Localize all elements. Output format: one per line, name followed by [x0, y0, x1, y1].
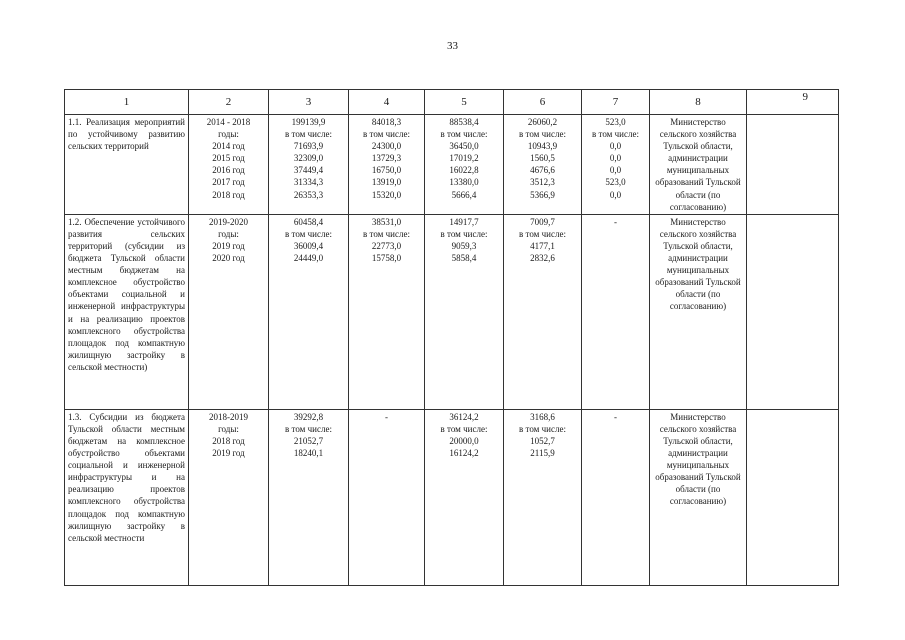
- cell-line: 39292,8: [293, 411, 324, 422]
- cell-line: 10943,9: [527, 141, 558, 152]
- page-number: 33: [447, 40, 458, 52]
- cell-line: годы:: [218, 423, 239, 434]
- cell-line: 1560,5: [530, 153, 555, 164]
- cell-line: в том числе:: [592, 129, 639, 140]
- column-header-9: 9: [747, 90, 839, 115]
- cell-line: 5858,4: [451, 253, 477, 264]
- column-header-3: 3: [269, 90, 349, 115]
- column-numbers-row: [65, 90, 839, 115]
- program-measures-table: [64, 89, 839, 586]
- amount-cell-col6: [504, 115, 582, 215]
- measure-description: 1.2. Обеспечение устойчивого развития сельских территорий (субсидии из бюджета Тульской области местным бюджетам на комплексное обустройство объектами социальной и инженерной инфраструктуры и на реализацию проектов комплексного обустройства площадок под компактную жилищную застройку в сельской местности): [65, 214, 189, 409]
- cell-line: 0,0: [609, 165, 622, 176]
- empty-dash: -: [614, 411, 617, 422]
- cell-line: 26060,2: [527, 117, 558, 127]
- cell-line: 13729,3: [371, 153, 402, 164]
- column-9-cell: [747, 409, 839, 585]
- cell-line: 84018,3: [371, 117, 402, 127]
- cell-line: в том числе:: [285, 423, 332, 434]
- amount-cell-col5: [425, 115, 504, 215]
- cell-line: 38531,0: [371, 216, 402, 227]
- cell-line: 2014 - 2018: [206, 117, 251, 127]
- cell-line: 32309,0: [293, 153, 324, 164]
- cell-line: 88538,4: [449, 117, 479, 127]
- amount-cell-col7: [582, 214, 650, 409]
- cell-line: 18240,1: [293, 448, 324, 459]
- cell-line: 1052,7: [530, 435, 555, 446]
- cell-line: 523,0: [605, 117, 626, 127]
- cell-line: 16022,8: [449, 165, 479, 176]
- cell-line: 2018-2019: [209, 411, 248, 422]
- cell-line: 60458,4: [293, 216, 324, 227]
- cell-line: 36009,4: [293, 240, 324, 251]
- cell-line: в том числе:: [363, 129, 410, 140]
- cell-line: 0,0: [609, 153, 622, 164]
- cell-line: годы:: [218, 228, 239, 239]
- amount-cell-col3: [269, 409, 349, 585]
- cell-line: в том числе:: [519, 228, 566, 239]
- cell-line: в том числе:: [519, 129, 566, 140]
- cell-line: годы:: [218, 129, 239, 140]
- table-row: [65, 115, 839, 215]
- executor-cell: Министерство сельского хозяйства Тульской области, администрации муниципальных образований Тульской области (по согласованию): [650, 409, 747, 585]
- cell-line: 16750,0: [371, 165, 402, 176]
- cell-line: 16124,2: [449, 448, 479, 459]
- cell-line: 17019,2: [449, 153, 479, 164]
- cell-line: 3168,6: [530, 411, 555, 422]
- cell-line: в том числе:: [519, 423, 566, 434]
- cell-line: 21052,7: [293, 435, 324, 446]
- cell-line: 37449,4: [293, 165, 324, 176]
- amount-cell-col3: [269, 115, 349, 215]
- cell-line: 24300,0: [371, 141, 402, 152]
- column-header-7: 7: [582, 90, 650, 115]
- cell-line: 36450,0: [449, 141, 479, 152]
- amount-cell-col4: [349, 214, 425, 409]
- column-header-5: 5: [425, 90, 504, 115]
- cell-line: 15320,0: [371, 189, 402, 200]
- cell-line: 4177,1: [530, 240, 555, 251]
- amount-cell-col5: [425, 214, 504, 409]
- amount-cell-col5: [425, 409, 504, 585]
- measure-description: 1.1. Реализация мероприятий по устойчивому развитию сельских территорий: [65, 115, 189, 215]
- cell-line: 7009,7: [530, 216, 555, 227]
- cell-line: 9059,3: [451, 240, 477, 251]
- amount-cell-col4: [349, 409, 425, 585]
- amount-cell-col6: [504, 409, 582, 585]
- cell-line: 14917,7: [449, 216, 479, 227]
- cell-line: 2115,9: [530, 448, 555, 459]
- column-header-8: 8: [650, 90, 747, 115]
- cell-line: 3512,3: [530, 177, 555, 188]
- period-cell: [189, 115, 269, 215]
- cell-line: 22773,0: [371, 240, 402, 251]
- cell-line: 24449,0: [293, 253, 324, 264]
- column-header-6: 6: [504, 90, 582, 115]
- cell-line: 2017 год: [212, 177, 245, 188]
- cell-line: 2019-2020: [209, 216, 248, 227]
- amount-cell-col3: [269, 214, 349, 409]
- cell-line: 2019 год: [212, 448, 245, 459]
- cell-line: в том числе:: [440, 228, 488, 239]
- cell-line: 2832,6: [530, 253, 555, 264]
- cell-line: 199139,9: [291, 117, 326, 127]
- cell-line: 0,0: [609, 189, 622, 200]
- amount-cell-col7: [582, 115, 650, 215]
- cell-line: 36124,2: [449, 411, 479, 422]
- table-row: [65, 214, 839, 409]
- table-row: [65, 409, 839, 585]
- cell-line: 2015 год: [212, 153, 245, 164]
- cell-line: 5366,9: [530, 189, 555, 200]
- cell-line: 523,0: [605, 177, 626, 188]
- cell-line: 2014 год: [212, 141, 245, 152]
- executor-cell: Министерство сельского хозяйства Тульской области, администрации муниципальных образований Тульской области (по согласованию): [650, 214, 747, 409]
- cell-line: в том числе:: [440, 129, 488, 140]
- column-9-cell: [747, 214, 839, 409]
- cell-line: 13919,0: [371, 177, 402, 188]
- cell-line: в том числе:: [440, 423, 488, 434]
- cell-line: 2019 год: [212, 240, 245, 251]
- cell-line: 2016 год: [212, 165, 245, 176]
- empty-dash: -: [385, 411, 388, 422]
- cell-line: 71693,9: [293, 141, 324, 152]
- column-header-1: 1: [65, 90, 189, 115]
- column-9-cell: [747, 115, 839, 215]
- cell-line: 15758,0: [371, 253, 402, 264]
- cell-line: в том числе:: [363, 228, 410, 239]
- measure-description: 1.3. Субсидии из бюджета Тульской области местным бюджетам на комплексное обустройство объектами социальной и инженерной инфраструктуры и на реализацию проектов комплексного обустройства площадок под компактную жилищную застройку в сельской местности: [65, 409, 189, 585]
- cell-line: 2018 год: [212, 435, 245, 446]
- period-cell: [189, 409, 269, 585]
- cell-line: 2018 год: [212, 189, 245, 200]
- cell-line: в том числе:: [285, 129, 332, 140]
- amount-cell-col6: [504, 214, 582, 409]
- empty-dash: -: [614, 216, 617, 227]
- column-header-4: 4: [349, 90, 425, 115]
- column-header-2: 2: [189, 90, 269, 115]
- cell-line: 20000,0: [449, 435, 479, 446]
- cell-line: 2020 год: [212, 253, 245, 264]
- cell-line: 26353,3: [293, 189, 324, 200]
- amount-cell-col4: [349, 115, 425, 215]
- period-cell: [189, 214, 269, 409]
- cell-line: в том числе:: [285, 228, 332, 239]
- executor-cell: Министерство сельского хозяйства Тульской области, администрации муниципальных образований Тульской области (по согласованию): [650, 115, 747, 215]
- cell-line: 0,0: [609, 141, 622, 152]
- cell-line: 13380,0: [449, 177, 479, 188]
- cell-line: 31334,3: [293, 177, 324, 188]
- amount-cell-col7: [582, 409, 650, 585]
- cell-line: 4676,6: [530, 165, 555, 176]
- cell-line: 5666,4: [451, 189, 477, 200]
